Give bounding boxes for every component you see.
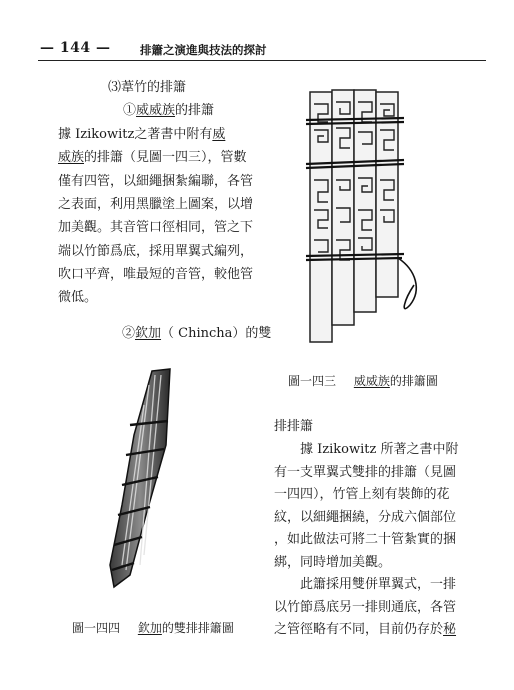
line-text: 之管徑略有不同，目前仍存於	[274, 622, 444, 638]
sub-heading-1	[123, 99, 214, 118]
line-text: 綁，同時增加美觀。	[274, 555, 392, 570]
sub-heading-1-tribe: 威威族	[136, 103, 176, 118]
text-line	[274, 438, 458, 457]
figure-144-caption-suffix: 的雙排排簫圖	[161, 621, 234, 635]
underlined-term: 威族	[58, 150, 85, 166]
sub-heading-1-prefix: ①	[123, 103, 137, 118]
figure-144-double-panpipe-image	[100, 365, 195, 595]
text-line	[274, 461, 456, 480]
section-heading: ⑶葦竹的排簫	[108, 80, 187, 95]
text-line	[58, 286, 97, 305]
figure-143-caption-tribe: 威威族	[353, 374, 390, 388]
line-text: 僅有四管，以細繩捆紮編聯，各管	[58, 173, 254, 189]
sub-heading-2-tribe: 欽加	[135, 326, 162, 341]
line-text: 紋，以細繩捆繞，分成六個部位	[274, 509, 457, 525]
line-text: 有一支單翼式雙排的排簫（見圖	[274, 464, 457, 480]
text-line	[58, 170, 253, 189]
header-rule	[38, 60, 486, 61]
figure-143-caption	[288, 372, 438, 389]
line-text: 以竹節爲底另一排則通底，各管	[274, 599, 457, 615]
figure-144-caption	[72, 619, 234, 636]
figure-143-panpipe-image	[292, 80, 432, 355]
line-text: 微低。	[58, 290, 98, 306]
text-line	[58, 263, 253, 282]
line-text: 吹口平齊，唯最短的音管，較他管	[58, 266, 254, 282]
text-line	[274, 573, 456, 592]
line-text: 據 Izikowitz之著書中附有	[58, 127, 213, 142]
figure-143-caption-suffix: 的排簫圖	[389, 374, 438, 388]
text-line	[274, 596, 456, 615]
line-text: 的排簫（見圖一四三），管數	[84, 150, 247, 166]
figure-144-caption-number: 圖一四四	[72, 621, 121, 635]
line-text: 端以竹節爲底，採用單翼式編列，	[58, 243, 254, 259]
text-line	[58, 123, 225, 142]
page-number: — 144 —	[40, 40, 111, 56]
figure-143-caption-number: 圖一四三	[288, 374, 337, 388]
line-text: 之表面，利用黑臘塗上圖案，以增	[58, 196, 254, 212]
sub-heading-2-prefix: ②	[122, 326, 136, 341]
running-title: 排簫之演進與技法的探討	[140, 43, 267, 57]
text-line	[274, 551, 391, 570]
line-text: 此簫採用雙併單翼式，一排	[274, 577, 457, 592]
text-line	[274, 528, 456, 547]
text-line	[274, 506, 456, 525]
line-text: 據 Izikowitz 所著之書中附	[274, 442, 459, 457]
text-line	[274, 618, 456, 637]
underlined-term: 威	[212, 127, 226, 142]
text-line	[58, 146, 247, 165]
line-text: ，如此做法可將二十管紮實的捆	[274, 532, 457, 548]
text-line	[58, 240, 253, 259]
sub-heading-1-suffix: 的排簫	[175, 103, 215, 118]
sub-heading-2-suffix: （ Chincha）的雙	[161, 326, 272, 341]
text-line	[274, 483, 450, 502]
figure-144-caption-tribe: 欽加	[137, 621, 162, 635]
right-heading: 排排簫	[274, 419, 314, 434]
text-line	[58, 193, 253, 212]
line-text: 一四四），竹管上刻有裝飾的花	[274, 487, 450, 503]
underlined-term: 秘	[443, 622, 457, 638]
line-text: 加美觀。其音管口徑相同，管之下	[58, 220, 254, 236]
sub-heading-2	[122, 322, 271, 341]
text-line	[58, 216, 253, 235]
